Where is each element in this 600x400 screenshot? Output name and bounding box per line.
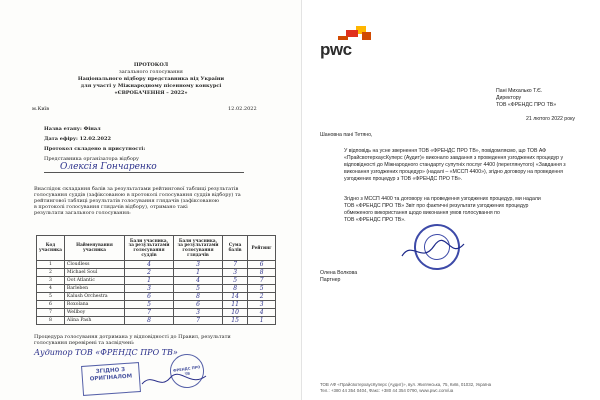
cell-name: Michael Soul [64,269,124,277]
letter-body-2: «ПрайсвотерхаусКуперс (Аудит)» виконало завдання з проведення узгоджених процедур у [344,155,564,161]
procedure-text-1: Процедура голосування дотримана у відповідності до Правил, результати [34,334,231,340]
cell-rank: 8 [248,269,276,277]
table-row [37,285,276,293]
protocol-org-rep: Представника організатора відбору [44,156,139,162]
cell-name: Alina Pash [64,317,124,325]
cell-rank: 2 [248,293,276,301]
cell-rank: 3 [248,301,276,309]
table-row [37,301,276,309]
cell-viewers: 8 [174,293,223,301]
protocol-air-date: Дата ефіру: 12.02.2022 [44,136,111,142]
cell-viewers: 1 [174,269,223,277]
cell-sum: 14 [222,293,247,301]
protocol-subtitle-1: загального голосування [119,69,183,75]
cell-judges: 4 [125,261,174,269]
protocol-contest: «ЄВРОБАЧЕННЯ – 2022» [114,90,188,96]
letter-date: 21 лютого 2022 року [526,116,575,122]
protocol-para-5: результати загального голосування: [34,210,131,216]
stamp-original-text: ЗГІДНО З ОРИГІНАЛОМ [89,366,133,383]
stamp-original [81,362,141,396]
handwritten-name: Олексія Гончаренко [60,162,157,172]
cell-code: 2 [37,269,65,277]
cell-judges: 8 [125,317,174,325]
procedure-text-2: голосування перевірені та засвідчені: [34,340,135,346]
table-row [37,309,276,317]
col-header-viewers: Бали учасника, за результатами голосування глядачів [174,236,223,261]
protocol-para-3: рейтингової таблиці результатів голосування глядачів (зафіксованою [34,198,220,204]
cell-name: Kalush Orchestra [64,293,124,301]
protocol-date: 12.02.2022 [228,106,257,112]
protocol-subtitle-2: Національного відбору представника від України [77,76,225,82]
cell-rank: 1 [248,317,276,325]
cell-judges: 3 [125,285,174,293]
protocol-drafted: Протокол складено в присутності: [44,146,146,152]
table-row [37,269,276,277]
cell-code: 1 [37,261,65,269]
recipient-line-2: Директору [496,95,522,101]
cell-sum: 10 [222,309,247,317]
pwc-letter [302,0,600,400]
col-header-code: Код учасника [37,236,65,261]
cell-code: 7 [37,309,65,317]
cell-rank: 4 [248,309,276,317]
signature-scribble [140,370,210,392]
cell-viewers: 3 [174,309,223,317]
protocol-para-2: голосування суддів (зафіксованою в протоколі голосування суддів відбору) та [34,192,241,198]
cell-judges: 6 [125,293,174,301]
letter-body-1: У відповідь на усне звернення ТОВ «ФРЕНДС ПРО ТВ», повідомляємо, що ТОВ АФ [344,148,547,154]
letter-body-5: узгоджених процедур з ТОВ «ФРЕНДС ПРО ТВ». [344,176,463,182]
results-header-row [37,236,276,261]
cell-name: Wellboy [64,309,124,317]
cell-name: Cloudless [64,261,124,269]
cell-judges: 5 [125,301,174,309]
cell-sum: 7 [222,261,247,269]
handwritten-auditor: Аудитор ТОВ «ФРЕНДС ПРО ТВ» [34,348,178,357]
signer-name: Олена Волкова [320,270,358,276]
cell-viewers: 3 [174,261,223,269]
letter-body-9: ТОВ «ФРЕНДС ПРО ТВ». [344,217,406,223]
cell-name: Oot Atlantic [64,277,124,285]
protocol-para-1: Внаслідок складання балів за результатами рейтингової таблиці результатів [34,186,239,192]
table-row [37,293,276,301]
recipient-line-1: Пані Михалько Т.Є. [496,88,543,94]
cell-name: Roxolana [64,301,124,309]
cell-sum: 3 [222,269,247,277]
results-table [36,235,276,325]
protocol-title: ПРОТОКОЛ [133,62,169,68]
cell-sum: 11 [222,301,247,309]
cell-name: Barleben [64,285,124,293]
table-row [37,317,276,325]
letter-salutation: Шановна пані Тетяно, [320,132,373,138]
cell-code: 4 [37,285,65,293]
cell-sum: 8 [222,285,247,293]
letter-body-3: відповідності до Міжнародного стандарту супутніх послуг 4400 (переглянутого) «Завдання з [344,162,566,168]
signer-title: Партнер [320,277,341,283]
cell-code: 8 [37,317,65,325]
cell-rank: 6 [248,261,276,269]
letter-body-8: обмеженого використання щодо виконання умов голосування по [344,210,500,216]
cell-code: 3 [37,277,65,285]
cell-viewers: 5 [174,285,223,293]
cell-viewers: 7 [174,317,223,325]
letter-body-6: Згідно з МССП 4400 та договору на проведення узгоджених процедур, ми надали [344,196,541,202]
table-row [37,277,276,285]
stamp-round-text: ФРЕНДС ПРО ТВ [172,365,201,376]
protocol-city: м.Київ [32,106,50,112]
col-header-rank: Рейтинг [248,236,276,261]
letter-body-7: ТОВ «ФРЕНДС ПРО ТВ» Звіт про фактичні результати узгоджених процедур [344,203,529,209]
cell-viewers: 6 [174,301,223,309]
footer-line-1: ТОВ АФ «ПрайсвотерхаусКуперс (Аудит)», вул. Жилянська, 75, Київ, 01032, Україна [320,382,492,387]
protocol-para-4: в протоколі голосування глядачів відбору), отримано такі [34,204,188,210]
pwc-logo-text: pwc [320,40,352,59]
letter-body-4: виконання узгоджених процедур» (надалі – «МССП 4400»), згідно договору на проведення [344,169,563,175]
col-header-judges: Бали учасника, за результатами голосування суддів [125,236,174,261]
cell-rank: 5 [248,285,276,293]
signature-line [44,172,244,173]
cell-code: 6 [37,301,65,309]
pwc-signature [398,236,468,266]
col-header-sum: Сума балів [222,236,247,261]
table-row [37,261,276,269]
protocol-stage: Назва етапу: Фінал [44,126,101,132]
cell-viewers: 4 [174,277,223,285]
footer-line-2: Тел.: +380 44 354 0404, Факс: +380 44 354 0790, www.pwc.com/ua [320,387,454,393]
cell-sum: 5 [222,277,247,285]
cell-code: 5 [37,293,65,301]
protocol-subtitle-3: для участі у Міжнародному пісенному конкурсі [80,83,222,89]
col-header-name: Найменування учасника [64,236,124,261]
cell-rank: 7 [248,277,276,285]
cell-judges: 2 [125,269,174,277]
cell-judges: 7 [125,309,174,317]
letter-footer [320,382,491,393]
recipient-line-3: ТОВ «ФРЕНДС ПРО ТВ» [496,102,557,108]
cell-sum: 15 [222,317,247,325]
cell-judges: 1 [125,277,174,285]
